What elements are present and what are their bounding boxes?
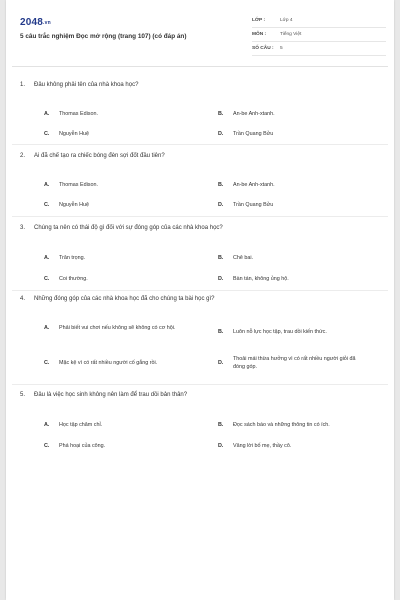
- question-text-row: [20, 81, 382, 89]
- option-letter: D.: [218, 202, 224, 208]
- option-letter: D.: [218, 360, 224, 366]
- option-text: Trân trọng.: [59, 255, 86, 261]
- info-label: LỚP :: [252, 18, 266, 23]
- question-text-row: [20, 224, 382, 232]
- option-letter: A.: [44, 325, 50, 331]
- info-label: SỐ CÂU :: [252, 46, 274, 51]
- option-letter: C.: [44, 360, 50, 366]
- info-label: MÔN :: [252, 32, 267, 37]
- option-text: Trần Quang Bửu: [233, 131, 274, 137]
- option-c[interactable]: [44, 442, 209, 450]
- info-row-grade: [252, 14, 386, 28]
- option-text: An-be Anh-xtanh.: [233, 182, 275, 188]
- option-text: Học tập chăm chỉ.: [59, 422, 103, 428]
- logo-suffix-text: .vn: [43, 20, 51, 26]
- site-logo[interactable]: [20, 17, 51, 28]
- info-value: Lớp 4: [280, 18, 293, 23]
- option-c[interactable]: [44, 130, 209, 138]
- option-letter: D.: [218, 276, 224, 282]
- option-letter: A.: [44, 255, 50, 261]
- option-b[interactable]: [218, 421, 383, 429]
- option-text: Đọc sách báo và những thông tin có ích.: [233, 422, 330, 428]
- question-text-row: [20, 295, 382, 303]
- option-text: Bàn tán, không ủng hộ.: [233, 276, 289, 282]
- option-letter: B.: [218, 111, 224, 117]
- option-text: Thoải mái thừa hưởng vì có rất nhiều người giỏi đã đóng góp.: [233, 356, 356, 370]
- option-d[interactable]: [218, 130, 383, 138]
- option-b[interactable]: [218, 254, 383, 262]
- option-text: Luôn nỗ lực học tập, trau dồi kiến thức.: [233, 329, 327, 335]
- option-text: Mặc kệ vì có rất nhiều người cố gắng rồi.: [59, 360, 158, 366]
- option-text: Phải biết vui chơi nếu không sẽ không có cơ hội.: [59, 325, 176, 331]
- info-block: [252, 14, 386, 56]
- option-a[interactable]: [44, 324, 194, 332]
- option-d[interactable]: [218, 201, 383, 209]
- option-letter: C.: [44, 131, 50, 137]
- option-text: Nguyễn Huệ: [59, 131, 89, 137]
- option-text: Vâng lời bố mẹ, thầy cô.: [233, 443, 292, 449]
- option-letter: B.: [218, 329, 224, 335]
- info-value: 5: [280, 46, 283, 51]
- info-value: Tiếng Việt: [280, 32, 302, 37]
- document-title: 5 câu trắc nghiệm Đọc mở rộng (trang 107) (có đáp án): [20, 33, 187, 40]
- option-letter: A.: [44, 111, 50, 117]
- option-text: Chê bai.: [233, 255, 254, 261]
- option-letter: C.: [44, 202, 50, 208]
- question-text-row: [20, 152, 382, 160]
- option-text: Phá hoại của công.: [59, 443, 106, 449]
- question-text: Đâu không phải tên của nhà khoa học?: [34, 82, 139, 88]
- option-text: Thomas Edison.: [59, 111, 98, 117]
- question-divider: [12, 290, 388, 291]
- question-divider: [12, 384, 388, 385]
- document-page: [6, 0, 394, 600]
- option-letter: B.: [218, 182, 224, 188]
- option-letter: D.: [218, 131, 224, 137]
- option-a[interactable]: [44, 181, 209, 189]
- question-4: [20, 295, 382, 370]
- info-row-subject: [252, 28, 386, 42]
- option-letter: C.: [44, 443, 50, 449]
- question-number: 2.: [20, 153, 26, 159]
- question-3: [20, 224, 382, 282]
- option-a[interactable]: [44, 254, 209, 262]
- question-text: Chúng ta nên có thái độ gì đối với sự đóng góp của các nhà khoa học?: [34, 225, 223, 231]
- option-letter: B.: [218, 255, 224, 261]
- question-divider: [12, 216, 388, 217]
- option-a[interactable]: [44, 421, 209, 429]
- option-letter: D.: [218, 443, 224, 449]
- question-number: 3.: [20, 225, 26, 231]
- question-text-row: [20, 391, 382, 399]
- option-d[interactable]: [218, 355, 368, 371]
- option-d[interactable]: [218, 442, 383, 450]
- question-number: 1.: [20, 82, 26, 88]
- option-text: Nguyễn Huệ: [59, 202, 89, 208]
- option-letter: B.: [218, 422, 224, 428]
- option-letter: C.: [44, 276, 50, 282]
- question-divider: [12, 144, 388, 145]
- option-letter: A.: [44, 182, 50, 188]
- option-b[interactable]: [218, 181, 383, 189]
- option-b[interactable]: [218, 328, 383, 336]
- option-d[interactable]: [218, 275, 383, 283]
- option-b[interactable]: [218, 110, 383, 118]
- option-text: Trần Quang Bửu: [233, 202, 274, 208]
- question-text: Những đóng góp của các nhà khoa học đã cho chúng ta bài học gì?: [34, 296, 215, 302]
- question-text: Ai đã chế tạo ra chiếc bóng đèn sợi đốt đầu tiên?: [34, 153, 165, 159]
- option-text: An-be Anh-xtanh.: [233, 111, 275, 117]
- question-number: 5.: [20, 392, 26, 398]
- question-5: [20, 391, 382, 449]
- logo-main-text: 2048: [20, 17, 44, 28]
- option-text: Thomas Edison.: [59, 182, 98, 188]
- option-text: Coi thường.: [59, 276, 88, 282]
- question-2: [20, 152, 382, 208]
- option-letter: A.: [44, 422, 50, 428]
- question-text: Đâu là việc học sinh không nên làm để trau dồi bản thân?: [34, 392, 188, 398]
- option-a[interactable]: [44, 110, 209, 118]
- question-number: 4.: [20, 296, 26, 302]
- info-row-count: [252, 42, 386, 56]
- option-c[interactable]: [44, 201, 209, 209]
- option-c[interactable]: [44, 359, 209, 367]
- option-c[interactable]: [44, 275, 209, 283]
- question-1: [20, 81, 382, 137]
- header-divider: [12, 66, 388, 67]
